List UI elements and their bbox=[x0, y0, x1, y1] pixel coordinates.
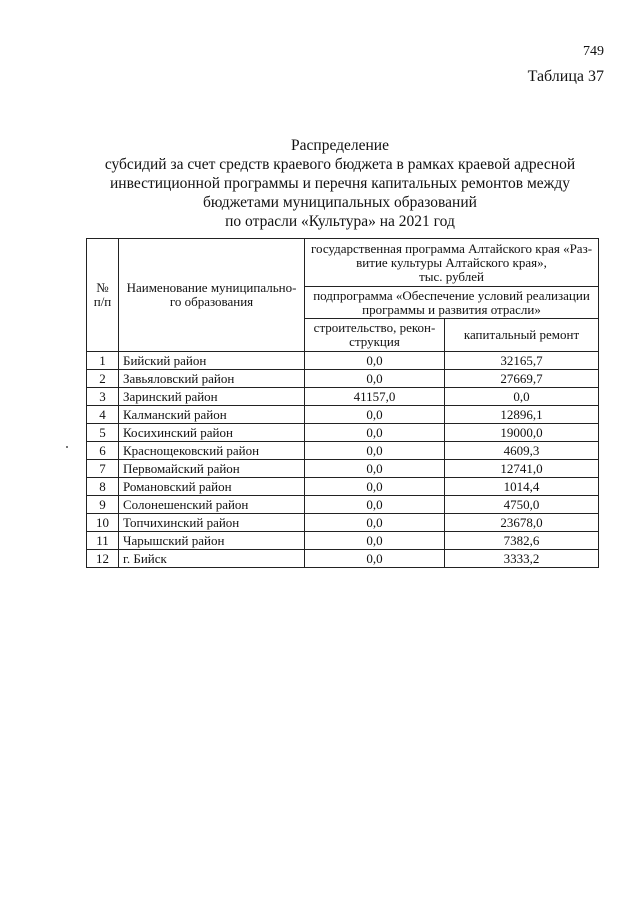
row-capital-repair: 1014,4 bbox=[445, 478, 599, 496]
row-number: 6 bbox=[87, 442, 119, 460]
header-construction-line2: струкция bbox=[349, 334, 400, 349]
row-number: 8 bbox=[87, 478, 119, 496]
row-construction: 0,0 bbox=[305, 406, 445, 424]
header-number-line1: № bbox=[96, 280, 109, 295]
scan-artifact bbox=[66, 446, 68, 448]
row-municipality: Первомайский район bbox=[119, 460, 305, 478]
row-construction: 0,0 bbox=[305, 424, 445, 442]
row-construction: 41157,0 bbox=[305, 388, 445, 406]
row-construction: 0,0 bbox=[305, 478, 445, 496]
header-construction-line1: строительство, рекон- bbox=[313, 320, 436, 335]
row-capital-repair: 19000,0 bbox=[445, 424, 599, 442]
row-municipality: Бийский район bbox=[119, 352, 305, 370]
header-program-line2: витие культуры Алтайского края», bbox=[356, 254, 547, 270]
row-capital-repair: 3333,2 bbox=[445, 550, 599, 568]
row-construction: 0,0 bbox=[305, 550, 445, 568]
document-title bbox=[60, 136, 620, 231]
row-number: 4 bbox=[87, 406, 119, 424]
title-line: бюджетами муниципальных образований bbox=[203, 194, 477, 211]
row-construction: 0,0 bbox=[305, 442, 445, 460]
row-construction: 0,0 bbox=[305, 496, 445, 514]
row-number: 10 bbox=[87, 514, 119, 532]
subsidy-table bbox=[86, 238, 599, 568]
header-number bbox=[87, 239, 119, 352]
table-label: Таблица 37 bbox=[527, 68, 604, 85]
header-municipality bbox=[119, 239, 305, 352]
row-municipality: Калманский район bbox=[119, 406, 305, 424]
table-row bbox=[87, 388, 599, 406]
header-subprogram-line1: подпрограмма «Обеспечение условий реализации bbox=[313, 287, 590, 303]
row-capital-repair: 4609,3 bbox=[445, 442, 599, 460]
table-row bbox=[87, 370, 599, 388]
row-number: 1 bbox=[87, 352, 119, 370]
row-municipality: Топчихинский район bbox=[119, 514, 305, 532]
row-capital-repair: 32165,7 bbox=[445, 352, 599, 370]
table-row bbox=[87, 532, 599, 550]
row-number: 11 bbox=[87, 532, 119, 550]
row-number: 9 bbox=[87, 496, 119, 514]
table-row bbox=[87, 406, 599, 424]
row-number: 12 bbox=[87, 550, 119, 568]
table-row bbox=[87, 460, 599, 478]
row-capital-repair: 12896,1 bbox=[445, 406, 599, 424]
header-municipality-line1: Наименование муниципально- bbox=[126, 280, 297, 295]
row-capital-repair: 7382,6 bbox=[445, 532, 599, 550]
row-construction: 0,0 bbox=[305, 532, 445, 550]
title-line: инвестиционной программы и перечня капитальных ремонтов между bbox=[110, 175, 570, 192]
row-capital-repair: 0,0 bbox=[445, 388, 599, 406]
row-municipality: Романовский район bbox=[119, 478, 305, 496]
table-row bbox=[87, 478, 599, 496]
header-subprogram-line2: программы и развития отрасли» bbox=[362, 301, 541, 317]
row-municipality: Косихинский район bbox=[119, 424, 305, 442]
row-number: 2 bbox=[87, 370, 119, 388]
header-municipality-line2: го образования bbox=[169, 294, 254, 309]
table-row bbox=[87, 424, 599, 442]
table-row bbox=[87, 496, 599, 514]
table-row bbox=[87, 442, 599, 460]
header-program bbox=[305, 239, 599, 287]
page-number: 749 bbox=[583, 44, 604, 59]
row-construction: 0,0 bbox=[305, 514, 445, 532]
header-number-line2: п/п bbox=[93, 294, 112, 309]
row-municipality: Краснощековский район bbox=[119, 442, 305, 460]
row-municipality: г. Бийск bbox=[119, 550, 305, 568]
header-program-line1: государственная программа Алтайского края «Раз- bbox=[310, 240, 593, 256]
row-number: 5 bbox=[87, 424, 119, 442]
row-municipality: Солонешенский район bbox=[119, 496, 305, 514]
header-program-line3: тыс. рублей bbox=[419, 268, 484, 284]
header-capital-repair: капитальный ремонт bbox=[445, 319, 599, 352]
header-row bbox=[87, 239, 599, 287]
row-municipality: Заринский район bbox=[119, 388, 305, 406]
table-row bbox=[87, 550, 599, 568]
row-capital-repair: 23678,0 bbox=[445, 514, 599, 532]
row-capital-repair: 4750,0 bbox=[445, 496, 599, 514]
row-number: 3 bbox=[87, 388, 119, 406]
row-construction: 0,0 bbox=[305, 370, 445, 388]
row-capital-repair: 27669,7 bbox=[445, 370, 599, 388]
header-subprogram bbox=[305, 287, 599, 319]
row-number: 7 bbox=[87, 460, 119, 478]
header-construction bbox=[305, 319, 445, 352]
title-line: по отрасли «Культура» на 2021 год bbox=[225, 213, 455, 230]
table-row bbox=[87, 514, 599, 532]
row-municipality: Чарышский район bbox=[119, 532, 305, 550]
row-construction: 0,0 bbox=[305, 460, 445, 478]
title-line: Распределение bbox=[291, 137, 389, 154]
table-row bbox=[87, 352, 599, 370]
row-construction: 0,0 bbox=[305, 352, 445, 370]
title-line: субсидий за счет средств краевого бюджета в рамках краевой адресной bbox=[104, 156, 576, 173]
row-municipality: Завьяловский район bbox=[119, 370, 305, 388]
row-capital-repair: 12741,0 bbox=[445, 460, 599, 478]
